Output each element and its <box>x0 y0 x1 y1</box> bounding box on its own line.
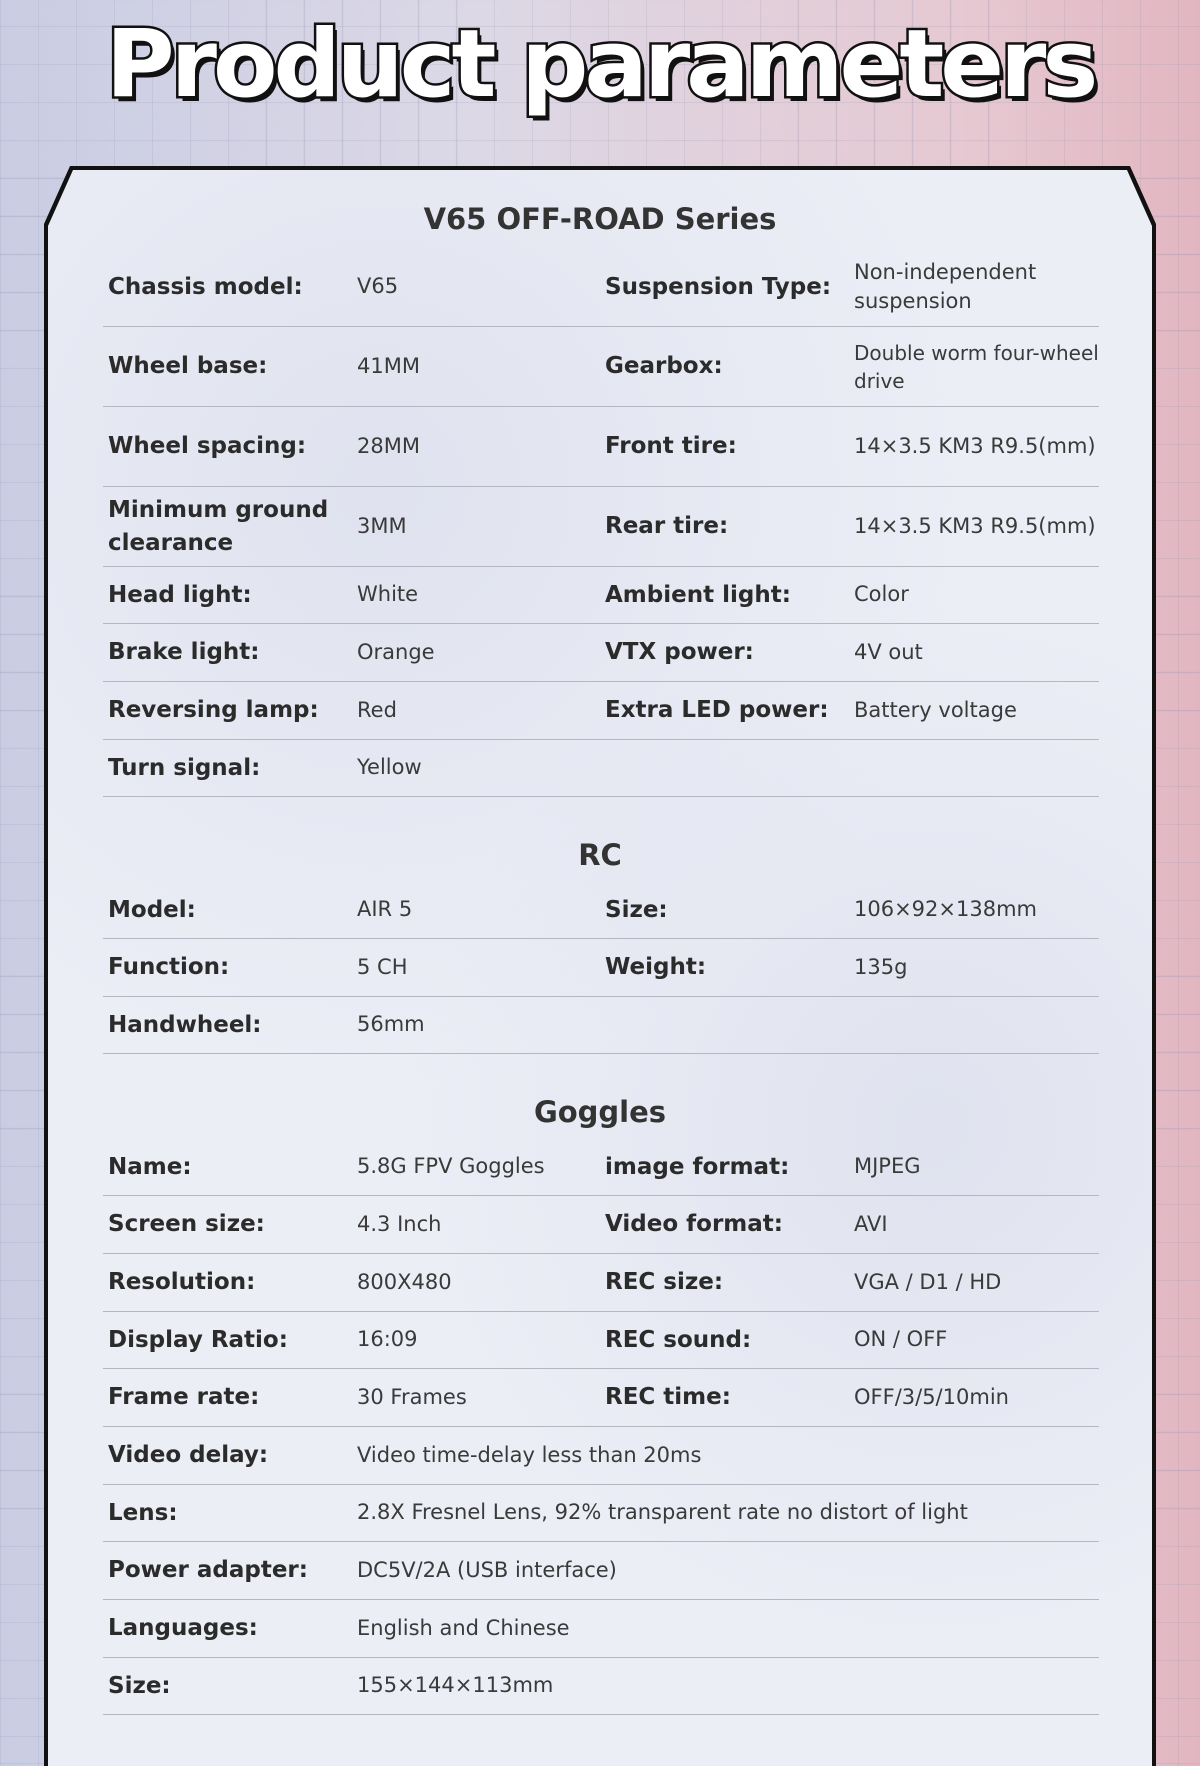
spec-label: Frame rate: <box>108 1384 260 1411</box>
table-row <box>103 1254 1099 1312</box>
spec-value: V65 <box>357 274 399 299</box>
spec-label: Lens: <box>108 1499 178 1526</box>
spec-label: Video delay: <box>108 1442 269 1469</box>
table-row <box>103 1427 1099 1485</box>
table-row <box>103 1312 1099 1369</box>
spec-value: Non-independent suspension <box>854 259 1037 313</box>
spec-label: Chassis model: <box>108 273 303 300</box>
spec-value: 41MM <box>357 353 420 378</box>
table-row <box>103 1600 1099 1658</box>
spec-value: AVI <box>854 1211 888 1236</box>
spec-label: Head light: <box>108 581 252 608</box>
spec-value: VGA / D1 / HD <box>854 1269 1002 1294</box>
spec-value: Double worm four-wheel drive <box>854 340 1099 393</box>
spec-value: 5 CH <box>357 954 408 979</box>
spec-label: Minimum ground clearance <box>108 497 329 556</box>
spec-value: 2.8X Fresnel Lens, 92% transparent rate no distort of light <box>357 1500 968 1525</box>
table-row <box>103 682 1099 740</box>
spec-value: Color <box>854 582 909 607</box>
spec-label: Gearbox: <box>605 353 723 380</box>
spec-label: Suspension Type: <box>605 273 832 300</box>
spec-value: 16:09 <box>357 1327 418 1352</box>
section-title-rc: RC <box>578 838 622 872</box>
table-row <box>103 1485 1099 1542</box>
spec-label: Ambient light: <box>605 581 791 608</box>
spec-value: 28MM <box>357 433 420 458</box>
table-row <box>103 1139 1099 1196</box>
spec-label: Screen size: <box>108 1211 265 1238</box>
spec-value: 135g <box>854 954 908 979</box>
table-row <box>103 1369 1099 1427</box>
table-row <box>103 624 1099 682</box>
spec-label: Resolution: <box>108 1269 256 1296</box>
spec-label: Brake light: <box>108 639 260 666</box>
spec-value: Battery voltage <box>854 697 1017 722</box>
table-row <box>103 567 1099 624</box>
spec-label: Extra LED power: <box>605 697 829 724</box>
spec-value: DC5V/2A (USB interface) <box>357 1557 617 1582</box>
table-row <box>103 248 1099 327</box>
spec-label: Display Ratio: <box>108 1326 288 1353</box>
spec-value: English and Chinese <box>357 1615 570 1640</box>
spec-value: 56mm <box>357 1012 425 1037</box>
spec-value: White <box>357 582 419 607</box>
table-row <box>103 1658 1099 1715</box>
table-row <box>103 487 1099 567</box>
table-row <box>103 997 1099 1054</box>
spec-value: 106×92×138mm <box>854 897 1037 922</box>
spec-value: Red <box>357 697 397 722</box>
spec-label: Size: <box>108 1672 171 1699</box>
table-row <box>103 327 1099 407</box>
spec-label: Rear tire: <box>605 513 729 540</box>
spec-label: Name: <box>108 1153 192 1180</box>
table-row <box>103 939 1099 997</box>
table-row <box>103 407 1099 487</box>
spec-value: Video time-delay less than 20ms <box>357 1442 702 1467</box>
spec-label: Video format: <box>605 1211 783 1238</box>
table-row <box>103 882 1099 939</box>
spec-label: Wheel spacing: <box>108 433 307 460</box>
spec-label: REC time: <box>605 1384 731 1411</box>
spec-label: Size: <box>605 896 668 923</box>
spec-value: 155×144×113mm <box>357 1673 554 1698</box>
spec-value: ON / OFF <box>854 1327 948 1352</box>
spec-value: Orange <box>357 639 435 664</box>
section-title-goggles: Goggles <box>533 1095 667 1129</box>
spec-label: REC sound: <box>605 1326 752 1353</box>
spec-value: 4V out <box>854 639 923 664</box>
spec-label: Turn signal: <box>108 754 261 781</box>
spec-label: Function: <box>108 954 230 981</box>
spec-label: Power adapter: <box>108 1557 308 1584</box>
spec-value: OFF/3/5/10min <box>854 1384 1009 1409</box>
spec-label: image format: <box>605 1153 790 1180</box>
spec-label: Wheel base: <box>108 353 268 380</box>
spec-value: 14×3.5 KM3 R9.5(mm) <box>854 513 1096 538</box>
table-row <box>103 1196 1099 1254</box>
spec-label: Front tire: <box>605 433 737 460</box>
section-title-offroad: V65 OFF-ROAD Series <box>423 202 777 236</box>
spec-value: 800X480 <box>357 1269 452 1294</box>
table-row <box>103 740 1099 797</box>
spec-value: AIR 5 <box>357 897 413 922</box>
page-title: Product parameters <box>105 10 1095 119</box>
spec-label: Languages: <box>108 1615 258 1642</box>
spec-label: VTX power: <box>605 639 754 666</box>
spec-value: Yellow <box>357 755 422 780</box>
spec-label: Handwheel: <box>108 1011 262 1038</box>
spec-value: MJPEG <box>854 1154 921 1179</box>
spec-value: 30 Frames <box>357 1384 467 1409</box>
spec-value: 14×3.5 KM3 R9.5(mm) <box>854 433 1096 458</box>
table-row <box>103 1542 1099 1600</box>
spec-value: 3MM <box>357 513 407 538</box>
spec-label: REC size: <box>605 1269 724 1296</box>
spec-label: Reversing lamp: <box>108 697 319 724</box>
spec-value: 5.8G FPV Goggles <box>357 1154 545 1179</box>
spec-label: Model: <box>108 896 196 923</box>
spec-value: 4.3 Inch <box>357 1211 442 1236</box>
spec-label: Weight: <box>605 954 707 981</box>
